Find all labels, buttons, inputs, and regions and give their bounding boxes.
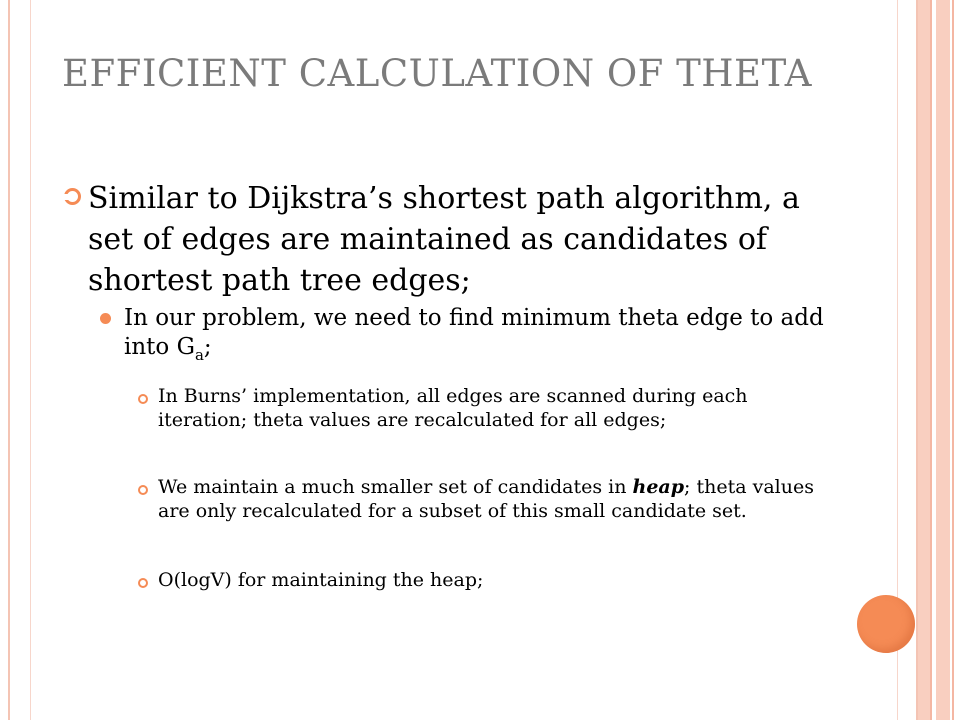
bullet-small-ring-icon xyxy=(138,578,148,588)
heap-text-suffix: ; theta values are only recalculated for a subset of this small candidate set. xyxy=(158,476,814,522)
decorative-orange-circle xyxy=(857,595,915,653)
bullet-level2-main: In our problem, we need to find minimum theta edge to add into G xyxy=(124,305,824,360)
bullet-level3-logv: O(logV) for maintaining the heap; xyxy=(158,569,484,591)
heap-emphasis: heap xyxy=(632,476,685,498)
right-stripe-1 xyxy=(918,0,930,720)
bullet-dot-icon xyxy=(100,313,111,324)
bullet-level2-text xyxy=(124,304,844,370)
bullet-level3-heap xyxy=(158,475,838,523)
right-stripe-line-1 xyxy=(930,0,932,720)
bullet-ring-icon xyxy=(64,188,81,205)
bullet-small-ring-icon xyxy=(138,394,148,404)
bullet-level1-text: Similar to Dijkstra’s shortest path algorithm, a set of edges are maintained as candidates of shortest path tree edges; xyxy=(88,181,800,298)
heap-text-prefix: We maintain a much smaller set of candidates in xyxy=(158,476,633,498)
right-stripe-line-2 xyxy=(952,0,954,720)
slide-title: EFFICIENT CALCULATION OF THETA xyxy=(62,52,812,95)
bullet-level3-burns: In Burns’ implementation, all edges are scanned during each iteration; theta values are recalculated for all edges; xyxy=(158,385,748,431)
right-stripe-2 xyxy=(936,0,950,720)
subscript-a: a xyxy=(194,346,204,364)
bullet-level2-end: ; xyxy=(203,334,212,360)
bullet-small-ring-icon xyxy=(138,485,148,495)
